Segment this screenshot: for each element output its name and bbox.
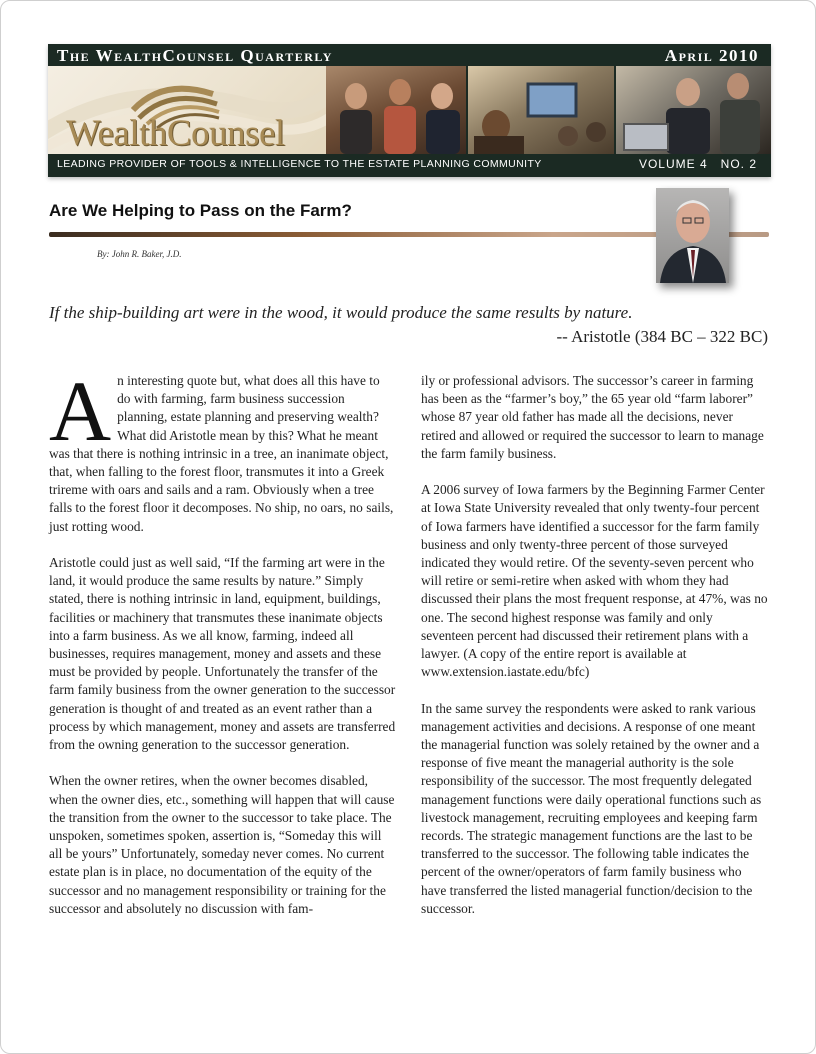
paragraph: A 2006 survey of Iowa farmers by the Beginning Farmer Center at Iowa State University revealed that only twenty-four percent of Iowa farmers have identified a successor for the farm family business and only twenty-three percent of those surveyed indicated they would retire. Of the seventy-seven percent who will retire or semi-retire when asked with whom they had discussed their plans the most frequent response, at 47%, was no one. The second highest response was family and only seventeen percent had discussed their retirement plans with a lawyer. (A copy of the entire report is available at www.extension.iastate.edu/bfc)	[421, 482, 768, 680]
article-byline: By: John R. Baker, J.D.	[97, 249, 182, 259]
logo-wordmark: WealthCounsel	[66, 113, 285, 154]
paragraph: Aristotle could just as well said, “If the farming art were in the land, it would produce the same results by nature.” Simply stated, there is nothing intrinsic in land, equipment, buildings, facilities or machinery that transmutes these inanimate objects into a farm business. As we all know, farming, indeed all businesses, requires management, money and assets and these must be provided by people. Unfortunately the transfer of the farm family business from the owner generation to the successor generation is thought of and treated as an event rather than a process by which management, money and assets are transferred from the owning generation to the successor generation.	[49, 555, 396, 753]
paragraph: When the owner retires, when the owner becomes disabled, when the owner dies, etc., something will happen that will cause the transition from the owner to the successor to take place. The unspoken, sometimes spoken, assertion is, “Someday this will all be yours” Unfortunately, someday never comes. No current estate plan is in place, no documentation of the equity of the successor and no management responsibility or training for the successor and absolutely no discussion with fam-	[49, 773, 395, 916]
opening-quote: If the ship-building art were in the wood, it would produce the same results by nature.	[49, 303, 633, 322]
photo-audience-icon	[468, 66, 614, 154]
article-title: Are We Helping to Pass on the Farm?	[49, 201, 352, 220]
masthead-image-band	[48, 66, 771, 154]
masthead-bottom-bar	[48, 154, 771, 177]
issue-date: April 2010	[664, 46, 759, 65]
advisors-at-laptop-photo	[616, 66, 771, 154]
article-column-right	[421, 372, 768, 936]
article-column-left	[49, 363, 396, 936]
logo-panel	[48, 66, 326, 154]
author-portrait-photo	[656, 188, 729, 283]
photo-people-icon	[326, 66, 466, 154]
quote-attribution: -- Aristotle (384 BC – 322 BC)	[556, 327, 768, 346]
masthead-banner	[48, 44, 771, 177]
paragraph-text: n interesting quote but, what does all this have to do with farming, farm business succession planning, estate planning and preserving wealth? What did Aristotle mean by this? What he meant was that there is nothing intrinsic in a tree, an inanimate object, that, when falling to the forest floor, transmutes it into a Greek trireme with oars and sails and a ram. Obviously when a tree falls to the forest floor it decomposes. No ship, no oars, no sails, just rotting wood.	[49, 373, 394, 534]
photo-laptop-icon	[616, 66, 771, 154]
drop-cap: A	[49, 363, 112, 459]
masthead-top-bar	[48, 44, 771, 66]
business-meeting-photo	[326, 66, 466, 154]
paragraph	[49, 363, 396, 536]
publication-title: The WealthCounsel Quarterly	[57, 46, 333, 65]
masthead-tagline: LEADING PROVIDER OF TOOLS & INTELLIGENCE TO THE ESTATE PLANNING COMMUNITY	[57, 158, 542, 170]
author-portrait-icon	[656, 188, 729, 283]
volume-number: VOLUME 4 NO. 2	[638, 157, 757, 171]
paragraph: In the same survey the respondents were asked to rank various management activities and decisions. A response of one meant the managerial function was solely retained by the owner and a response of five meant the managerial authority is the sole responsibility of the successor. The most frequently delegated management functions were daily operational functions such as livestock management, recruiting employees and keeping farm records. The strategic management functions are the last to be transferred to the successor. The following table indicates the percent of the owner/operators of farm family business who have transferred the listed managerial function/decision to the successor.	[421, 700, 762, 916]
seminar-audience-photo	[468, 66, 614, 154]
paragraph: ily or professional advisors. The successor’s career in farming has been as the “farmer’s boy,” the 65 year old “farm laborer” whose 87 year old father has made all the decisions, never retired and allowed or required the successor to learn to manage the farm family business.	[421, 373, 764, 461]
